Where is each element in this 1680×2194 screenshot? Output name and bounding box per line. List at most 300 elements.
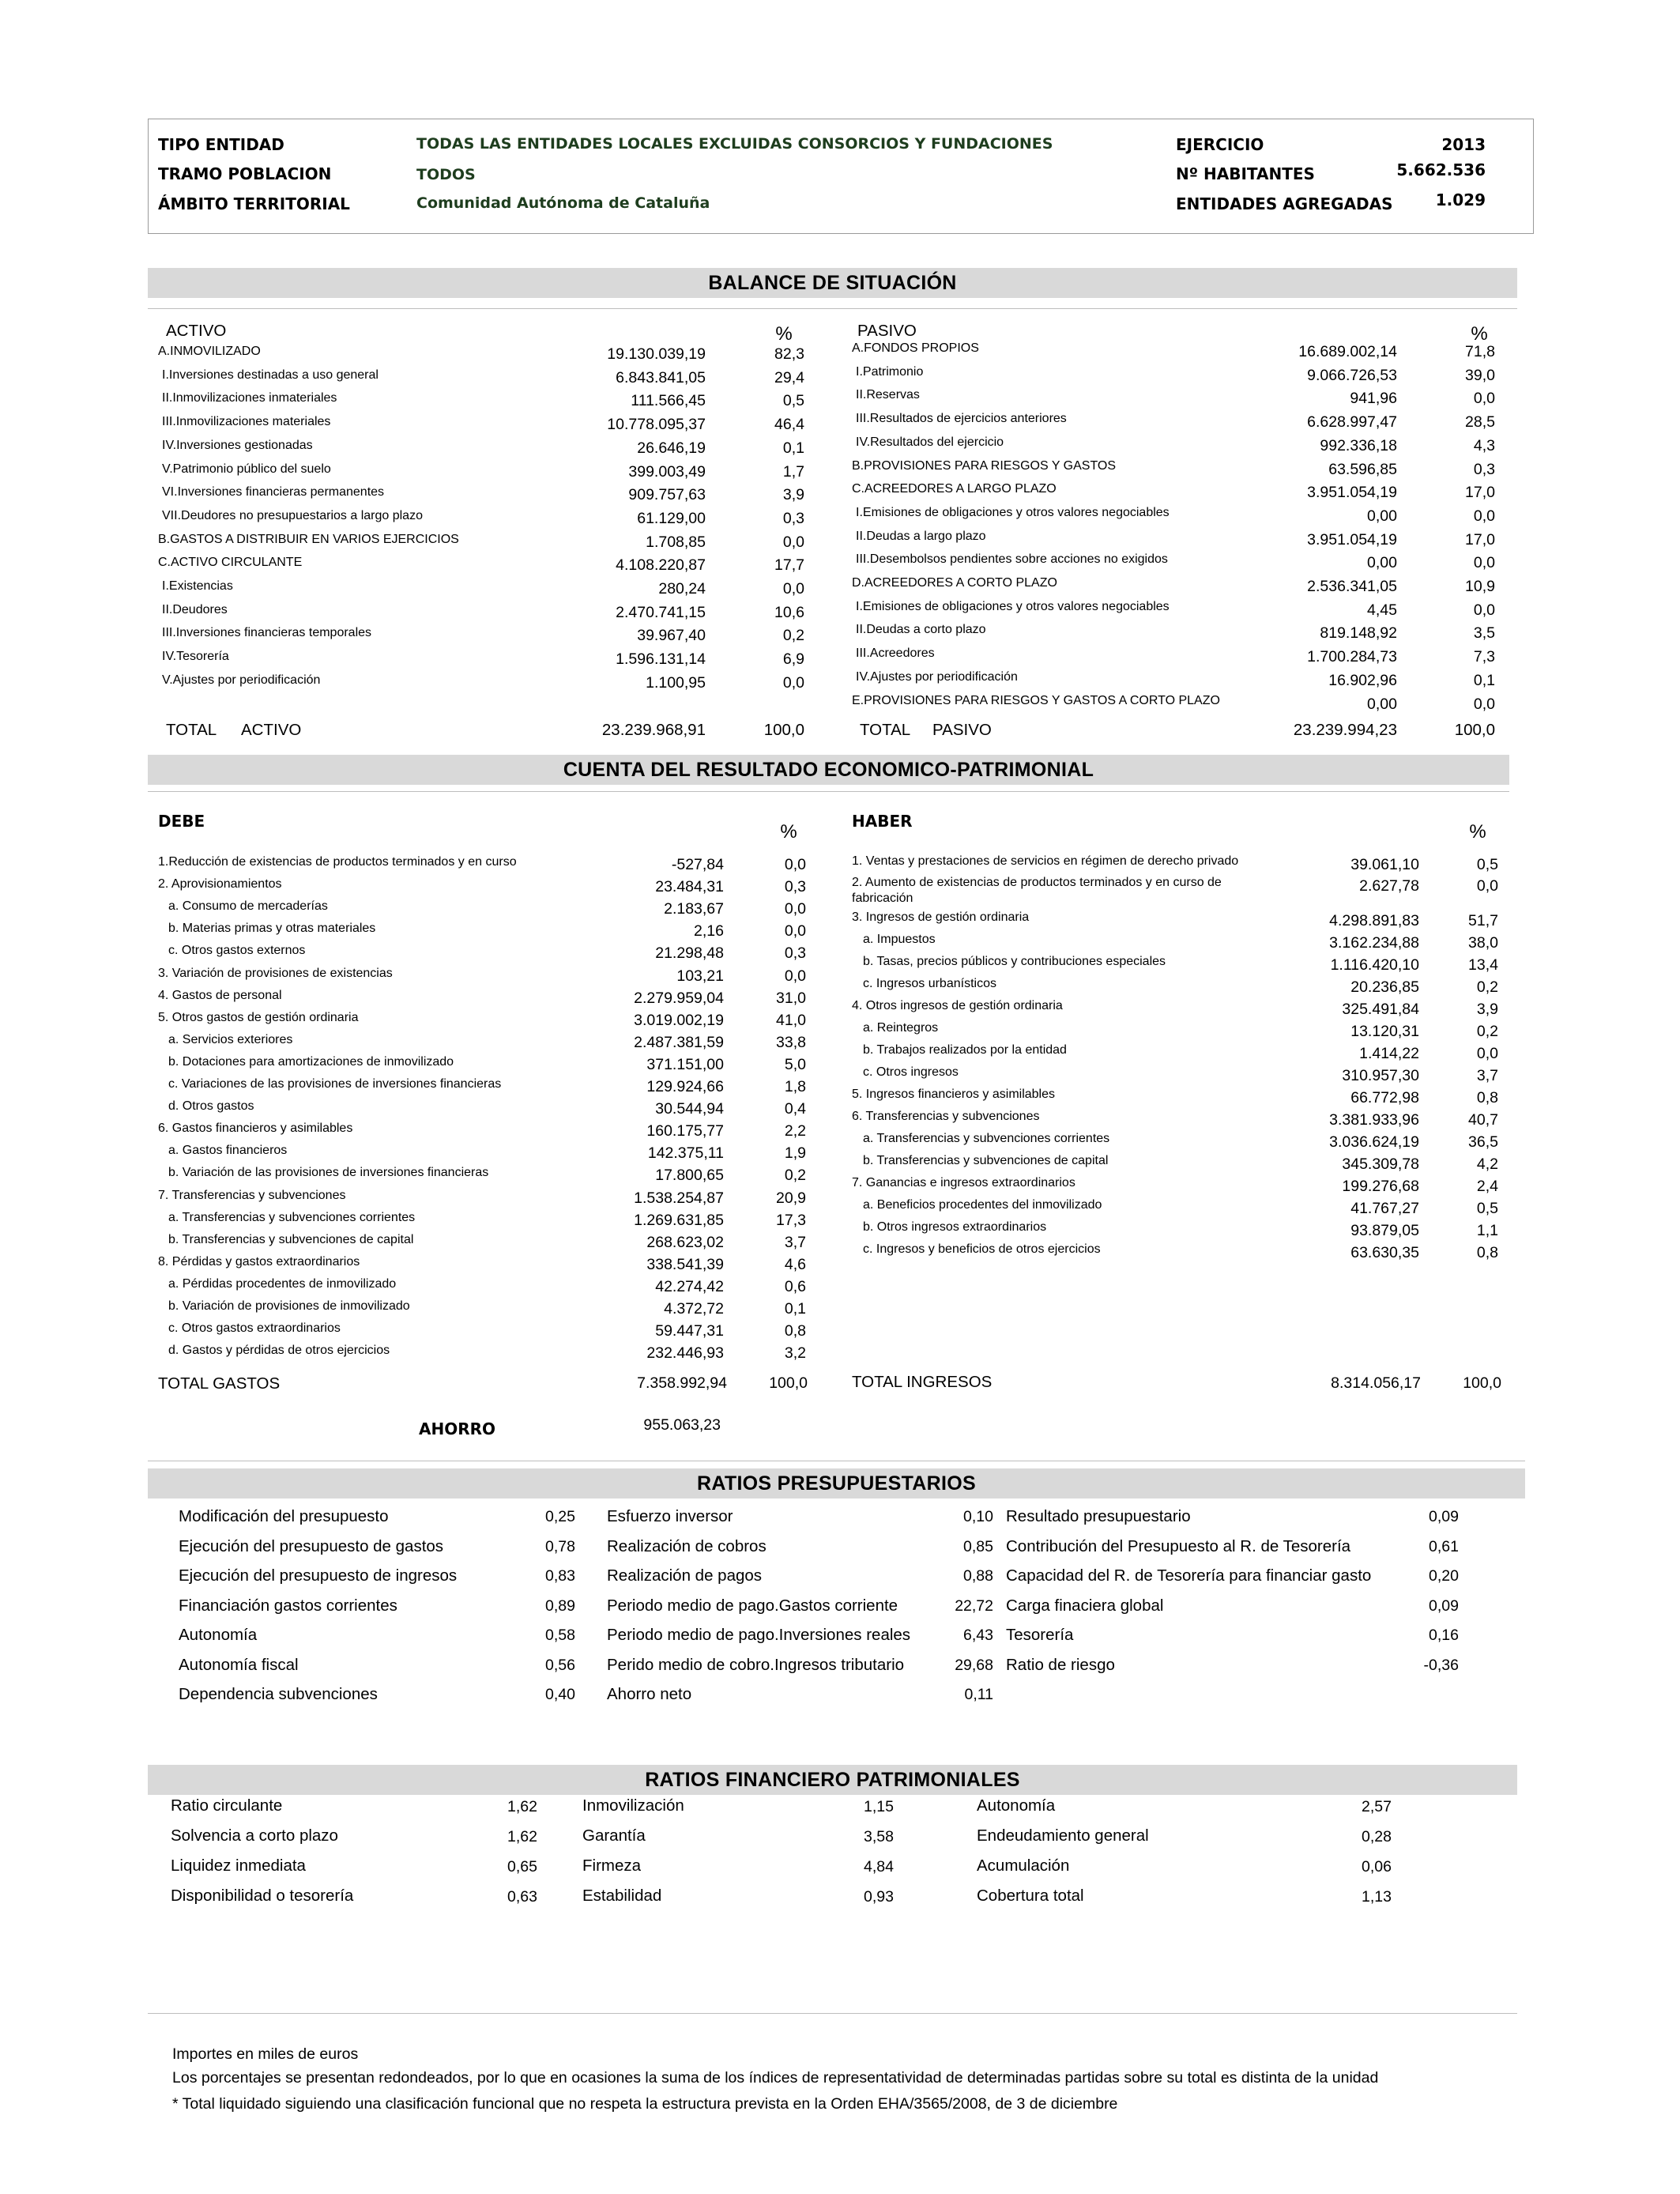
pasivo-row-label: I.Emisiones de obligaciones y otros valores negociables (856, 505, 1170, 519)
haber-row-pct: 51,7 (1468, 912, 1498, 929)
ratio-financiero-value: 1,62 (507, 1828, 537, 1845)
haber-row-label: 4. Otros ingresos de gestión ordinaria (852, 999, 1063, 1012)
activo-row-label: A.INMOVILIZADO (158, 345, 261, 358)
haber-row-label: 3. Ingresos de gestión ordinaria (852, 910, 1030, 924)
total-pasivo-label: TOTAL (860, 721, 911, 739)
ratio-presupuestario-value: 0,83 (545, 1567, 575, 1585)
ratio-presupuestario-label: Financiación gastos corrientes (179, 1596, 397, 1615)
pasivo-row-label: E.PROVISIONES PARA RIESGOS Y GASTOS A CORTO PLAZO (852, 693, 1220, 707)
debe-row-pct: 0,2 (784, 1167, 806, 1185)
ratio-presupuestario-label: Periodo medio de pago.Gastos corriente (607, 1596, 898, 1615)
debe-row-value: 42.274,42 (655, 1277, 724, 1295)
total-pasivo-pct: 100,0 (1454, 721, 1495, 739)
total-gastos-value: 7.358.992,94 (637, 1374, 727, 1392)
debe-row-label: b. Variación de provisiones de inmovilizado (168, 1299, 410, 1313)
ratio-presupuestario-value: -0,36 (1423, 1656, 1459, 1674)
activo-row-pct: 82,3 (774, 345, 804, 363)
ratio-financiero-value: 0,65 (507, 1858, 537, 1875)
debe-row-value: 23.484,31 (655, 878, 724, 896)
haber-row-label-cont: fabricación (852, 892, 913, 905)
debe-row-value: 2.487.381,59 (634, 1033, 724, 1051)
ratio-financiero-label: Disponibilidad o tesorería (171, 1887, 354, 1905)
activo-row-pct: 0,0 (782, 673, 804, 692)
haber-row-value: 2.627,78 (1359, 877, 1419, 895)
habitantes-value: 5.662.536 (1396, 160, 1486, 179)
activo-row-label: II.Deudores (162, 602, 228, 616)
pasivo-row-label: I.Patrimonio (856, 364, 924, 379)
debe-row-label: c. Otros gastos externos (168, 944, 306, 958)
pasivo-pct-heading: % (1471, 323, 1488, 345)
debe-row-value: 2.183,67 (664, 900, 724, 918)
pasivo-row-label: D.ACREEDORES A CORTO PLAZO (852, 576, 1057, 590)
haber-row-value: 41.767,27 (1350, 1200, 1419, 1217)
debe-row-label: c. Variaciones de las provisiones de inversiones financieras (168, 1077, 502, 1091)
activo-row-pct: 0,3 (782, 509, 804, 527)
activo-row-value: 10.778.095,37 (607, 416, 706, 434)
pasivo-row-pct: 7,3 (1473, 648, 1495, 666)
pasivo-row-value: 3.951.054,19 (1307, 530, 1397, 548)
activo-pct-heading: % (775, 323, 793, 345)
haber-row-label: b. Transferencias y subvenciones de capital (863, 1154, 1109, 1167)
debe-row-pct: 0,0 (784, 856, 806, 873)
pasivo-row-label: I.Emisiones de obligaciones y otros valores negociables (856, 599, 1170, 613)
ratio-financiero-value: 4,84 (864, 1858, 894, 1875)
ratio-financiero-label: Solvencia a corto plazo (171, 1826, 338, 1845)
total-pasivo-value: 23.239.994,23 (1293, 721, 1397, 739)
ratio-financiero-value: 0,06 (1362, 1858, 1392, 1875)
ratio-financiero-label: Garantía (582, 1826, 646, 1845)
pasivo-row-pct: 0,1 (1473, 671, 1495, 689)
ratio-presupuestario-label: Autonomía fiscal (179, 1655, 299, 1674)
ratio-presupuestario-label: Contribución del Presupuesto al R. de Tesorería (1006, 1536, 1351, 1555)
pasivo-row-label: IV.Resultados del ejercicio (856, 435, 1004, 449)
ratio-presupuestario-value: 0,40 (545, 1686, 575, 1703)
activo-row-label: V.Patrimonio público del suelo (162, 462, 331, 476)
ratio-presupuestario-value: 0,85 (963, 1537, 993, 1555)
activo-row-pct: 46,4 (774, 416, 804, 434)
ratio-financiero-value: 3,58 (864, 1828, 894, 1845)
activo-row-label: III.Inversiones financieras temporales (162, 626, 372, 640)
debe-row-pct: 33,8 (776, 1033, 806, 1051)
debe-row-pct: 2,2 (784, 1122, 806, 1140)
pasivo-row-value: 16.689.002,14 (1298, 343, 1397, 360)
debe-row-label: 1.Reducción de existencias de productos terminados y en curso (158, 855, 517, 869)
ratio-presupuestario-label: Realización de pagos (607, 1566, 763, 1585)
debe-row-label: 7. Transferencias y subvenciones (158, 1188, 346, 1202)
haber-row-value: 66.772,98 (1350, 1089, 1419, 1106)
haber-row-pct: 0,0 (1476, 1045, 1498, 1062)
haber-row-pct: 40,7 (1468, 1111, 1498, 1129)
haber-row-pct: 2,4 (1476, 1178, 1498, 1195)
activo-row-value: 6.843.841,05 (616, 368, 706, 386)
ratio-financiero-label: Acumulación (977, 1857, 1070, 1875)
haber-row-label: a. Impuestos (863, 933, 936, 946)
activo-row-pct: 17,7 (774, 556, 804, 575)
haber-row-pct: 0,5 (1476, 856, 1498, 873)
pasivo-row-pct: 28,5 (1465, 413, 1495, 432)
pasivo-row-label: II.Reservas (856, 388, 920, 402)
debe-row-pct: 4,6 (784, 1255, 806, 1273)
debe-row-value: 160.175,77 (646, 1122, 724, 1140)
debe-row-pct: 0,0 (784, 922, 806, 941)
haber-row-label: b. Tasas, precios públicos y contribuciones especiales (863, 955, 1166, 968)
ejercicio-value: 2013 (1441, 135, 1486, 154)
activo-row-label: II.Inmovilizaciones inmateriales (162, 391, 337, 405)
debe-row-pct: 1,9 (784, 1144, 806, 1163)
ratio-presupuestario-value: 6,43 (963, 1627, 993, 1644)
haber-row-pct: 0,2 (1476, 978, 1498, 996)
pasivo-row-pct: 39,0 (1465, 366, 1495, 384)
haber-row-pct: 4,2 (1476, 1155, 1498, 1173)
debe-row-pct: 17,3 (776, 1211, 806, 1229)
debe-row-pct: 20,9 (776, 1189, 806, 1207)
haber-row-label: 1. Ventas y prestaciones de servicios en régimen de derecho privado (852, 854, 1239, 868)
activo-row-pct: 6,9 (782, 650, 804, 669)
pasivo-row-label: II.Deudas a corto plazo (856, 623, 986, 637)
activo-row-value: 4.108.220,87 (616, 556, 706, 575)
activo-row-value: 399.003,49 (628, 462, 706, 481)
pasivo-row-pct: 17,0 (1465, 530, 1495, 548)
entidades-agregadas-label: ENTIDADES AGREGADAS (1176, 194, 1393, 213)
footer-note-total: * Total liquidado siguiendo una clasificación funcional que no respeta la estructura prevista en la Orden EHA/3565/2008, de 3 de diciembre (172, 2095, 1118, 2113)
debe-row-pct: 0,8 (784, 1322, 806, 1340)
haber-row-value: 3.162.234,88 (1329, 934, 1419, 952)
haber-row-value: 3.381.933,96 (1329, 1111, 1419, 1129)
pasivo-row-value: 9.066.726,53 (1307, 366, 1397, 384)
total-gastos-label: TOTAL GASTOS (158, 1374, 281, 1393)
debe-row-value: 142.375,11 (647, 1144, 724, 1163)
haber-row-value: 325.491,84 (1342, 1001, 1419, 1018)
ratio-financiero-label: Cobertura total (977, 1887, 1084, 1905)
debe-row-pct: 0,1 (784, 1300, 806, 1318)
activo-row-value: 26.646,19 (637, 439, 706, 457)
haber-row-value: 310.957,30 (1342, 1067, 1419, 1084)
debe-row-value: 103,21 (676, 967, 724, 985)
debe-row-pct: 0,6 (784, 1277, 806, 1295)
debe-row-value: -527,84 (671, 856, 724, 873)
pasivo-row-value: 2.536.341,05 (1307, 578, 1397, 595)
haber-row-label: 2. Aumento de existencias de productos terminados y en curso de (852, 876, 1222, 889)
ahorro-value: 955.063,23 (643, 1416, 721, 1434)
haber-row-pct: 1,1 (1476, 1222, 1498, 1239)
debe-row-label: b. Materias primas y otras materiales (168, 922, 376, 936)
debe-row-pct: 0,3 (784, 944, 806, 963)
debe-row-value: 232.446,93 (646, 1344, 724, 1363)
ratio-presupuestario-value: 0,09 (1429, 1596, 1459, 1615)
activo-row-pct: 0,2 (782, 627, 804, 645)
ratio-presupuestario-value: 0,16 (1429, 1627, 1459, 1644)
haber-row-pct: 0,0 (1476, 877, 1498, 895)
pasivo-row-value: 992.336,18 (1320, 436, 1397, 454)
haber-row-value: 63.630,35 (1350, 1244, 1419, 1261)
debe-row-pct: 0,3 (784, 878, 806, 896)
pasivo-row-value: 6.628.997,47 (1307, 413, 1397, 432)
debe-row-pct: 0,0 (784, 967, 806, 985)
debe-row-value: 268.623,02 (646, 1233, 724, 1251)
ratio-presupuestario-value: 0,78 (545, 1537, 575, 1555)
debe-row-label: 4. Gastos de personal (158, 988, 282, 1002)
activo-row-label: IV.Tesorería (162, 650, 229, 664)
debe-row-label: 5. Otros gastos de gestión ordinaria (158, 1010, 359, 1024)
ratio-presupuestario-value: 0,56 (545, 1656, 575, 1674)
debe-row-pct: 0,4 (784, 1100, 806, 1118)
pasivo-row-value: 16.902,96 (1328, 671, 1397, 689)
pasivo-row-value: 941,96 (1350, 390, 1397, 408)
ratio-presupuestario-label: Carga finaciera global (1006, 1596, 1164, 1615)
total-ingresos-value: 8.314.056,17 (1331, 1374, 1421, 1392)
activo-row-value: 1.708,85 (646, 533, 706, 551)
pasivo-row-value: 819.148,92 (1320, 624, 1397, 643)
balance-divider (148, 308, 1517, 309)
pasivo-row-label: II.Deudas a largo plazo (856, 529, 986, 543)
ratio-presupuestario-label: Ejecución del presupuesto de gastos (179, 1536, 444, 1555)
ratio-financiero-value: 1,13 (1362, 1888, 1392, 1906)
ratio-financiero-label: Ratio circulante (171, 1796, 283, 1815)
ratio-presupuestario-value: 0,88 (963, 1567, 993, 1585)
haber-row-label: 7. Ganancias e ingresos extraordinarios (852, 1176, 1075, 1189)
pasivo-row-label: III.Acreedores (856, 647, 935, 661)
ratio-presupuestario-label: Ejecución del presupuesto de ingresos (179, 1566, 458, 1585)
activo-row-label: III.Inmovilizaciones materiales (162, 415, 331, 429)
debe-row-value: 59.447,31 (655, 1322, 724, 1340)
debe-row-value: 1.269.631,85 (634, 1211, 724, 1229)
debe-row-value: 338.541,39 (646, 1255, 724, 1273)
habitantes-label: Nº HABITANTES (1176, 164, 1315, 183)
haber-row-pct: 0,8 (1476, 1244, 1498, 1261)
activo-row-label: B.GASTOS A DISTRIBUIR EN VARIOS EJERCICIOS (158, 532, 459, 546)
ratio-presupuestario-label: Resultado presupuestario (1006, 1507, 1191, 1525)
ratio-financiero-value: 0,63 (507, 1888, 537, 1906)
ambito-territorial-value: Comunidad Autónoma de Cataluña (416, 194, 710, 212)
ratio-presupuestario-label: Ratio de riesgo (1006, 1655, 1115, 1674)
debe-row-pct: 3,2 (784, 1344, 806, 1363)
ratio-presupuestario-label: Modificación del presupuesto (179, 1507, 389, 1525)
debe-row-label: b. Transferencias y subvenciones de capital (168, 1232, 414, 1246)
debe-row-value: 2,16 (694, 922, 724, 941)
activo-row-pct: 10,6 (774, 603, 804, 621)
haber-row-pct: 3,7 (1476, 1067, 1498, 1084)
activo-row-value: 39.967,40 (637, 627, 706, 645)
ratio-presupuestario-label: Tesorería (1006, 1626, 1074, 1644)
activo-row-pct: 0,5 (782, 392, 804, 410)
total-pasivo-label-2: PASIVO (932, 721, 992, 739)
debe-row-value: 21.298,48 (655, 944, 724, 963)
activo-row-label: I.Existencias (162, 579, 233, 593)
ratio-financiero-value: 0,93 (864, 1888, 894, 1906)
haber-row-pct: 0,2 (1476, 1023, 1498, 1040)
total-gastos-pct: 100,0 (769, 1374, 808, 1392)
ratio-presupuestario-value: 0,25 (545, 1508, 575, 1525)
haber-row-value: 20.236,85 (1350, 978, 1419, 996)
haber-row-label: c. Ingresos y beneficios de otros ejercicios (863, 1242, 1101, 1256)
haber-row-pct: 3,9 (1476, 1001, 1498, 1018)
activo-row-label: I.Inversiones destinadas a uso general (162, 368, 379, 382)
ratio-presupuestario-label: Realización de cobros (607, 1536, 767, 1555)
activo-heading: ACTIVO (166, 322, 227, 340)
ratio-financiero-label: Endeudamiento general (977, 1826, 1149, 1845)
ratio-presupuestario-value: 0,61 (1429, 1537, 1459, 1555)
debe-row-value: 30.544,94 (655, 1100, 724, 1118)
ratio-presupuestario-value: 0,09 (1429, 1508, 1459, 1525)
haber-heading: HABER (852, 812, 913, 831)
haber-row-pct: 0,5 (1476, 1200, 1498, 1217)
pasivo-heading: PASIVO (857, 322, 917, 340)
activo-row-value: 909.757,63 (628, 486, 706, 504)
haber-row-label: b. Otros ingresos extraordinarios (863, 1220, 1047, 1234)
haber-row-value: 345.309,78 (1342, 1155, 1419, 1173)
pasivo-row-label: B.PROVISIONES PARA RIESGOS Y GASTOS (852, 458, 1117, 473)
haber-pct-heading: % (1469, 821, 1486, 843)
footer-divider (148, 2013, 1517, 2014)
debe-row-label: c. Otros gastos extraordinarios (168, 1321, 341, 1336)
ratio-presupuestario-value: 29,68 (955, 1656, 993, 1674)
debe-row-label: b. Dotaciones para amortizaciones de inmovilizado (168, 1054, 454, 1069)
debe-row-pct: 5,0 (784, 1055, 806, 1073)
haber-row-label: c. Ingresos urbanísticos (863, 977, 996, 990)
debe-row-label: a. Transferencias y subvenciones corrientes (168, 1210, 416, 1224)
pasivo-row-label: A.FONDOS PROPIOS (852, 341, 979, 355)
activo-row-pct: 0,0 (782, 580, 804, 598)
ratio-financiero-label: Inmovilización (582, 1796, 684, 1815)
pasivo-row-value: 4,45 (1367, 601, 1397, 619)
debe-row-label: a. Gastos financieros (168, 1144, 288, 1158)
ratio-presupuestario-value: 0,11 (964, 1686, 993, 1703)
total-activo-value: 23.239.968,91 (601, 721, 706, 739)
debe-row-pct: 1,8 (784, 1078, 806, 1095)
haber-row-label: 6. Transferencias y subvenciones (852, 1110, 1040, 1123)
activo-row-pct: 0,0 (782, 533, 804, 551)
ratio-financiero-label: Estabilidad (582, 1887, 662, 1905)
activo-row-label: VI.Inversiones financieras permanentes (162, 485, 385, 499)
haber-row-value: 93.879,05 (1350, 1222, 1419, 1239)
activo-row-pct: 1,7 (782, 462, 804, 481)
total-activo-pct: 100,0 (763, 721, 804, 739)
debe-row-value: 1.538.254,87 (634, 1189, 724, 1207)
pasivo-row-pct: 0,0 (1473, 390, 1495, 408)
pasivo-row-pct: 0,3 (1473, 460, 1495, 478)
activo-row-pct: 0,1 (782, 439, 804, 457)
haber-row-label: b. Trabajos realizados por la entidad (863, 1043, 1067, 1057)
debe-row-label: a. Consumo de mercaderías (168, 899, 328, 914)
haber-row-label: a. Reintegros (863, 1021, 939, 1035)
total-activo-label-2: ACTIVO (241, 721, 302, 739)
ratio-presupuestario-label: Perido medio de cobro.Ingresos tributario (607, 1655, 905, 1674)
debe-row-pct: 31,0 (776, 989, 806, 1007)
pasivo-row-pct: 0,0 (1473, 601, 1495, 619)
pasivo-row-value: 0,00 (1367, 554, 1397, 572)
total-activo-label: TOTAL (166, 721, 217, 739)
ratios-presupuestarios-title: RATIOS PRESUPUESTARIOS (148, 1468, 1525, 1498)
activo-row-value: 19.130.039,19 (607, 345, 706, 363)
debe-pct-heading: % (780, 821, 797, 843)
activo-row-pct: 3,9 (782, 486, 804, 504)
ratio-presupuestario-label: Esfuerzo inversor (607, 1507, 733, 1525)
haber-row-label: a. Transferencias y subvenciones corrientes (863, 1132, 1110, 1145)
pasivo-row-label: III.Desembolsos pendientes sobre acciones no exigidos (856, 552, 1168, 567)
pasivo-row-pct: 0,0 (1473, 695, 1495, 713)
pasivo-row-pct: 71,8 (1465, 343, 1495, 360)
debe-row-value: 4.372,72 (664, 1300, 724, 1318)
haber-row-label: c. Otros ingresos (863, 1065, 959, 1079)
ambito-territorial-label: ÁMBITO TERRITORIAL (158, 194, 350, 213)
haber-row-pct: 13,4 (1468, 956, 1498, 974)
ratio-presupuestario-label: Ahorro neto (607, 1685, 692, 1703)
debe-row-value: 371.151,00 (646, 1055, 724, 1073)
footer-note-units: Importes en miles de euros (172, 2045, 359, 2063)
activo-row-label: IV.Inversiones gestionadas (162, 438, 313, 452)
debe-row-label: b. Variación de las provisiones de inversiones financieras (168, 1166, 489, 1180)
ratio-financiero-label: Autonomía (977, 1796, 1056, 1815)
debe-row-value: 129.924,66 (646, 1078, 724, 1095)
debe-row-label: 8. Pérdidas y gastos extraordinarios (158, 1254, 360, 1269)
pasivo-row-pct: 17,0 (1465, 484, 1495, 502)
ahorro-label: AHORRO (419, 1419, 496, 1438)
haber-row-value: 1.414,22 (1359, 1045, 1419, 1062)
pasivo-row-label: III.Resultados de ejercicios anteriores (856, 412, 1067, 426)
entidades-agregadas-value: 1.029 (1435, 190, 1486, 209)
haber-row-value: 1.116.420,10 (1330, 956, 1419, 974)
total-ingresos-label: TOTAL INGRESOS (852, 1373, 993, 1391)
pasivo-row-value: 0,00 (1367, 507, 1397, 525)
debe-row-label: 3. Variación de provisiones de existencias (158, 966, 393, 980)
activo-row-pct: 29,4 (774, 368, 804, 386)
ratio-presupuestario-value: 0,89 (545, 1596, 575, 1615)
pasivo-row-value: 1.700.284,73 (1307, 648, 1397, 666)
activo-row-value: 280,24 (658, 580, 706, 598)
ratio-presupuestario-label: Dependencia subvenciones (179, 1685, 378, 1703)
ratio-financiero-label: Firmeza (582, 1857, 642, 1875)
activo-row-value: 61.129,00 (637, 509, 706, 527)
pasivo-row-label: C.ACREEDORES A LARGO PLAZO (852, 482, 1057, 496)
haber-row-pct: 36,5 (1468, 1133, 1498, 1151)
ratio-presupuestario-value: 22,72 (955, 1596, 993, 1615)
haber-row-label: 5. Ingresos financieros y asimilables (852, 1088, 1056, 1101)
debe-row-label: 6. Gastos financieros y asimilables (158, 1122, 353, 1136)
pasivo-row-pct: 0,0 (1473, 554, 1495, 572)
ratios-financieros-title: RATIOS FINANCIERO PATRIMONIALES (148, 1765, 1517, 1795)
pasivo-row-pct: 3,5 (1473, 624, 1495, 643)
ratio-presupuestario-value: 0,58 (545, 1627, 575, 1644)
debe-row-pct: 41,0 (776, 1011, 806, 1029)
ratio-presupuestario-label: Capacidad del R. de Tesorería para financiar gasto (1006, 1566, 1372, 1585)
pasivo-row-pct: 10,9 (1465, 578, 1495, 595)
ratio-presupuestario-value: 0,10 (963, 1508, 993, 1525)
activo-row-label: VII.Deudores no presupuestarios a largo plazo (162, 508, 423, 522)
tramo-poblacion-label: TRAMO POBLACION (158, 164, 332, 183)
ratio-financiero-value: 2,57 (1362, 1798, 1392, 1815)
tipo-entidad-label: TIPO ENTIDAD (158, 135, 284, 154)
debe-row-label: a. Pérdidas procedentes de inmovilizado (168, 1276, 397, 1291)
ratio-presupuestario-label: Autonomía (179, 1626, 258, 1644)
activo-row-value: 2.470.741,15 (616, 603, 706, 621)
pasivo-row-label: IV.Ajustes por periodificación (856, 669, 1018, 684)
activo-row-value: 1.100,95 (646, 673, 706, 692)
activo-row-label: C.ACTIVO CIRCULANTE (158, 556, 303, 570)
debe-row-label: d. Otros gastos (168, 1099, 254, 1114)
haber-row-label: a. Beneficios procedentes del inmovilizado (863, 1198, 1102, 1212)
ratio-financiero-value: 1,15 (864, 1798, 894, 1815)
debe-row-value: 2.279.959,04 (634, 989, 724, 1007)
balance-title: BALANCE DE SITUACIÓN (148, 268, 1517, 298)
debe-heading: DEBE (158, 812, 205, 831)
activo-row-label: V.Ajustes por periodificación (162, 673, 321, 687)
debe-row-label: 2. Aprovisionamientos (158, 877, 282, 892)
pasivo-row-pct: 4,3 (1473, 436, 1495, 454)
cuenta-title: CUENTA DEL RESULTADO ECONOMICO-PATRIMONIAL (148, 755, 1509, 785)
activo-row-value: 1.596.131,14 (616, 650, 706, 669)
haber-row-value: 13.120,31 (1350, 1023, 1419, 1040)
haber-row-pct: 38,0 (1468, 934, 1498, 952)
